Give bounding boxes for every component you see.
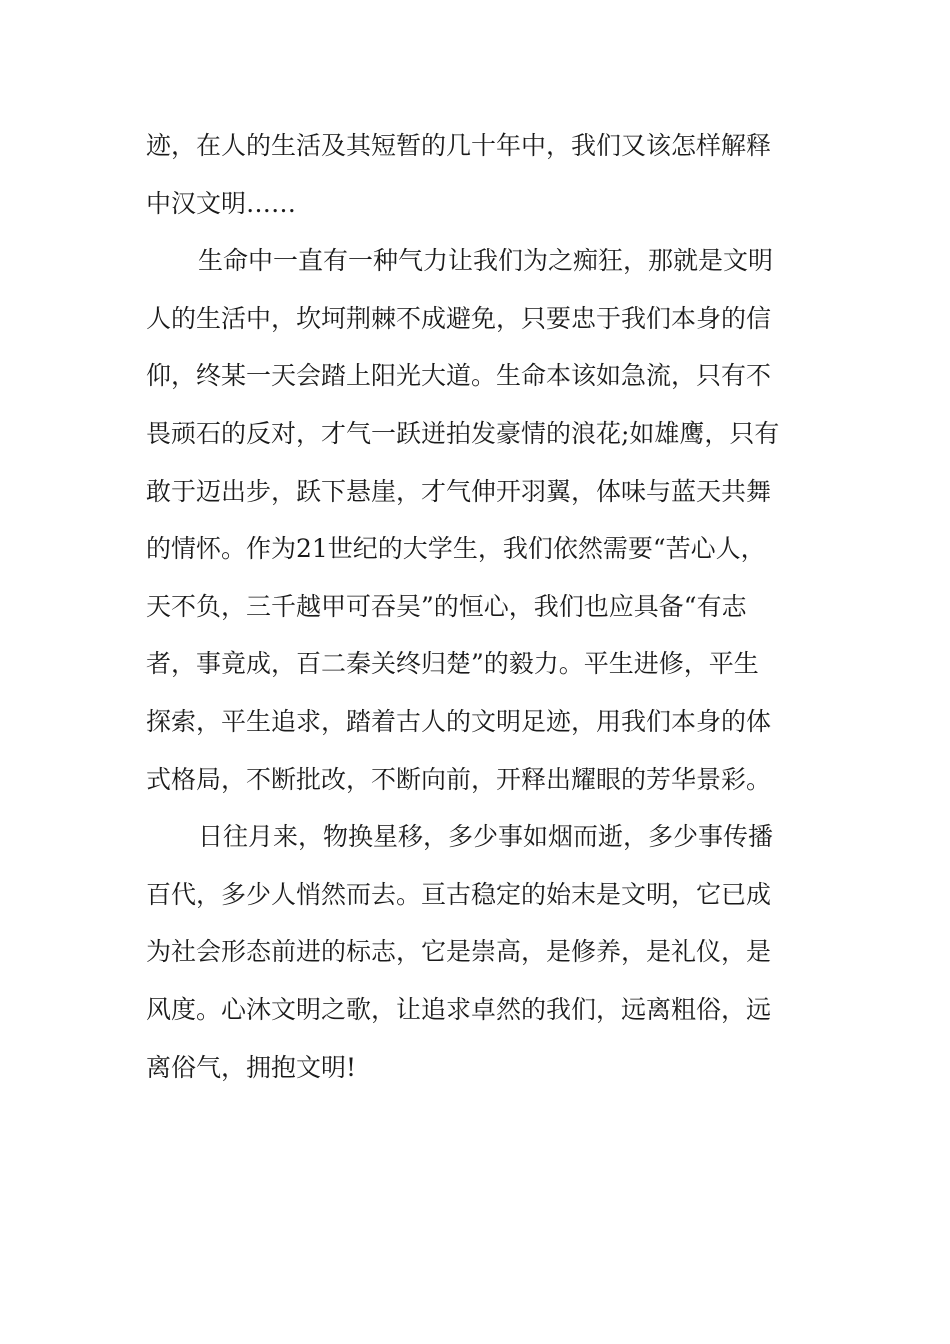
body-text [146,117,810,1096]
text-line: 迹，在人的生活及其短暂的几十年中，我们又该怎样解释 [146,131,772,160]
text-line: 式格局，不断批改，不断向前，开释出耀眼的芳华景彩。 [146,764,772,794]
text-line: 畏顽石的反对，才气一跃迸拍发豪情的浪花;如雄鹰，只有 [146,418,780,448]
paragraph-first-line: 生命中一直有一种气力让我们为之痴狂，那就是文明 [198,246,774,276]
text-line: 仰，终某一天会踏上阳光大道。生命本该如急流，只有不 [146,361,772,391]
text-line: 人的生活中，坎坷荆棘不成避免，只要忠于我们本身的信 [146,303,772,333]
text-line: 离俗气，拥抱文明! [146,1052,357,1082]
text-line: 者，事竟成，百二秦关终归楚”的毅力。平生进修，平生 [146,649,759,679]
text-line: 中汉文明…… [146,188,297,218]
text-line: 探索，平生追求，踏着古人的文明足迹，用我们本身的体 [146,706,772,736]
text-line: 天不负，三千越甲可吞吴”的恒心，我们也应具备“有志 [146,591,747,621]
text-line: 百代，多少人悄然而去。亘古稳定的始末是文明，它已成 [146,879,772,909]
text-line: 敢于迈出步，跃下悬崖，才气伸开羽翼，体味与蓝天共舞 [146,476,772,506]
text-line: 风度。心沐文明之歌，让追求卓然的我们，远离粗俗，远 [146,994,772,1024]
paragraph-first-line: 日往月来，物换星移，多少事如烟而逝，多少事传播 [198,822,774,852]
text-line: 为社会形态前进的标志，它是崇高，是修养，是礼仪，是 [146,937,772,967]
text-line: 的情怀。作为21世纪的大学生，我们依然需要“苦心人， [146,534,766,564]
